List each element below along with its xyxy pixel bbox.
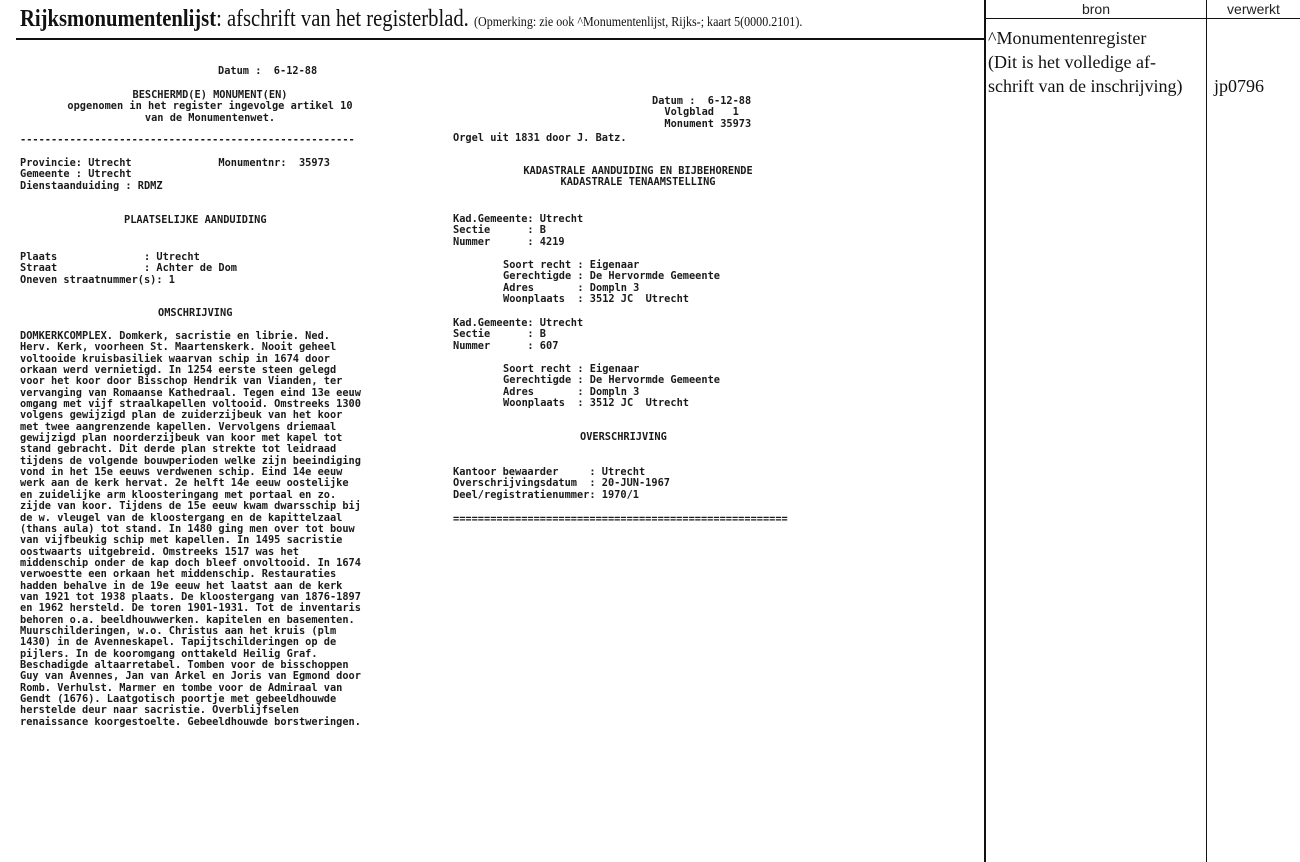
kadastraal-2: Kad.Gemeente: Utrecht Sectie : B Nummer : 607 — [453, 317, 584, 352]
overschrijving-title: OVERSCHRIJVING — [580, 431, 667, 443]
right-datum: Datum : 6-12-88 Volgblad 1 Monument 35973 — [652, 95, 752, 130]
orgel-line: Orgel uit 1831 door J. Batz. — [453, 132, 627, 144]
table-divider — [1206, 0, 1207, 862]
omschrijving-title: OMSCHRIJVING — [158, 307, 233, 319]
title-rest: : afschrift van het registerblad. — [216, 6, 469, 32]
kadastraal-1: Kad.Gemeente: Utrecht Sectie : B Nummer : 4219 — [453, 213, 584, 248]
eigenaar-1: Soort recht : Eigenaar Gerechtigde : De Hervormde Gemeente Adres : Dompln 3 Woonplaats : 3512 JC Utrecht — [503, 259, 720, 306]
verwerkt-cell: jp0796 — [1214, 76, 1265, 96]
admin-block: Provincie: Utrecht Monumentnr: 35973 Gemeente : Utrecht Dienstaanduiding : RDMZ — [20, 157, 330, 192]
left-dashes: ------------------------------------------------------ — [20, 134, 355, 146]
right-equals: ====================================================== — [453, 513, 788, 525]
title-bold: Rijksmonumentenlijst — [20, 6, 217, 32]
overschrijving-block: Kantoor bewaarder : Utrecht Overschrijvingsdatum : 20-JUN-1967 Deel/registratienummer: 1970/1 — [453, 466, 670, 501]
title-underline — [16, 38, 984, 40]
page-title — [20, 6, 802, 33]
eigenaar-2: Soort recht : Eigenaar Gerechtigde : De Hervormde Gemeente Adres : Dompln 3 Woonplaats : 3512 JC Utrecht — [503, 363, 720, 410]
column-header-bron: bron — [1081, 1, 1111, 17]
bron-cell: ^Monumentenregister (Dit is het volledige af- schrift van de inschrijving) — [988, 28, 1183, 96]
table-header-line — [984, 18, 1300, 19]
omschrijving-text: DOMKERKCOMPLEX. Domkerk, sacristie en librie. Ned. Herv. Kerk, voorheen St. Maartenskerk. Nooit geheel voltooide kruisbasiliek waarvan schip in 1674 door orkaan werd vernietigd. In 1254 eerste steen gelegd voor het koor door Bisschop Hendrik van Vianden, ter vervanging van Romaanse Kathedraal. Tegen eind 13e eeuw omgang met vijf straalkapellen voltooid. Omstreeks 1300 volgens gewijzigd plan de zuiderzijbeuk van het koor met twee aangrenzende kapellen. Vervolgens driemaal gewijzigd plan noorderzijbeuk van koor met kapel tot stand gebracht. Dit derde plan strekte tot leidraad tijdens de volgende bouwperioden welke zijn beeindiging vond in het 15e eeuws verdwenen schip. Eind 14e eeuw werk aan de kerk hervat. 2e helft 14e eeuw oostelijke en zuidelijke arm kloosteringang met portaal en zo. zijde van koor. Tijdens de 15e eeuw kwam dwarsschip bij de w. vleugel van de kloostergang en de kapittelzaal (thans aula) tot stand. In 1480 ging men over tot bouw van vijfbeukig schip met kapellen. In 1495 sacristie oostwaarts uitgebreid. Omstreeks 1517 was het middenschip onder de kap doch bleef onvoltooid. In 1674 verwoestte een orkaan het middenschip. Restauraties hadden behalve in de 19e eeuw het laatst aan de kerk van 1921 tot 1938 plaats. De kloostergang van 1876-1897 en 1962 hersteld. De toren 1901-1931. Tot de inventaris behoren o.a. beeldhouwwerken. kapitelen en basementen. Muurschilderingen, w.o. Christus aan het kruis (plm 1430) in de Avenneskapel. Tapijtschilderingen op de pijlers. In de kooromgang onttakeld Heilig Graf. Beschadigde altaarretabel. Tomben voor de bisschoppen Guy van Avennes, Jan van Arkel en Joris van Egmond door Romb. Verhulst. Marmer en tombe voor de Admiraal van Gendt (1676). Laatgotisch poortje met gebeeldhouwde herstelde deur naar sacristie. Overblijfselen renaissance koorgestoelte. Gebeeldhouwde borstweringen. — [20, 330, 361, 728]
plaats-title: PLAATSELIJKE AANDUIDING — [124, 214, 267, 226]
plaats-block: Plaats : Utrecht Straat : Achter de Dom Oneven straatnummer(s): 1 — [20, 251, 237, 286]
left-heading: BESCHERMD(E) MONUMENT(EN) opgenomen in het register ingevolge artikel 10 van de Monumentenwet. — [67, 89, 353, 124]
kadastraal-title: KADASTRALE AANDUIDING EN BIJBEHORENDE KADASTRALE TENAAMSTELLING — [523, 165, 753, 189]
title-note: (Opmerking: zie ook ^Monumentenlijst, Rijks-; kaart 5(0000.2101). — [473, 15, 803, 30]
left-datum: Datum : 6-12-88 — [218, 65, 318, 77]
column-header-verwerkt: verwerkt — [1227, 1, 1280, 17]
table-left-border — [984, 0, 986, 862]
